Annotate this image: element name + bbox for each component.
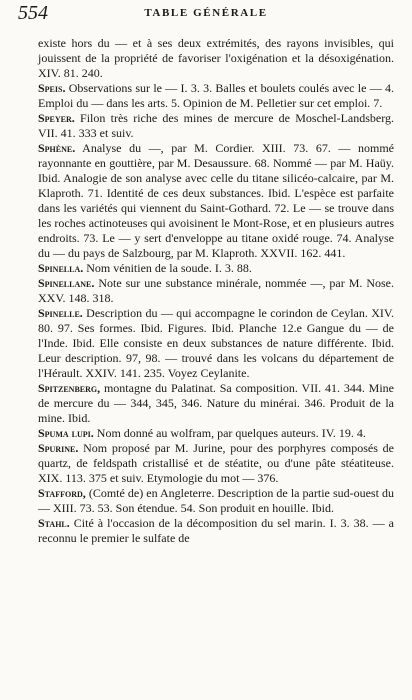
entry-text: Nom proposé par M. Jurine, pour des porphyres composés de quartz, de feldspath cristallisé et de stéatite, ou d'une pâte stéatiteuse. XIX. 113. 375 et suiv. Etymologie du mot — 376. xyxy=(38,441,395,485)
index-entry xyxy=(38,111,394,141)
entry-text: Nom donné au wolfram, par quelques auteurs. IV. 19. 4. xyxy=(96,426,366,440)
entry-heading: Speyer. xyxy=(38,111,75,125)
entry-text: Observations sur le — I. 3. 3. Balles et boulets coulés avec le — 4. Emploi du — dans les arts. 5. Opinion de M. Pelletier sur cet emploi. 7. xyxy=(38,81,395,110)
index-entries xyxy=(38,36,394,546)
page-header xyxy=(0,0,412,28)
entry-heading: Spinella. xyxy=(38,261,84,275)
index-entry xyxy=(38,261,394,276)
entry-text: montagne du Palatinat. Sa composition. VII. 41. 344. Mine de mercure du — 344, 345, 346. Nature du minérai. 346. Produit de la mine. Ibid. xyxy=(38,381,394,425)
entry-heading: Spinellane. xyxy=(38,276,95,290)
entry-text: Analyse du —, par M. Cordier. XIII. 73. 67. — nommé rayonnante en gouttière, par M. Desaussure. 68. Nommé — par M. Haüy. Ibid. Analogie de son analyse avec celle du titane silicéo-calcaire, par M. Klaproth. 71. Identité de ces deux substances. Ibid. L'espèce est parfaite dans les variétés qui viennent du Saint-Gothard. 72. Le — se trouve dans les roches actinoteuses qui avoisinent le Mont-Rose, et en plusieurs autres endroits. 73. Le — y sert d'enveloppe au titane oxidé rouge. 74. Analyse du — du pays de Salzbourg, par M. Klaproth. XXVII. 162. 441. xyxy=(38,141,394,260)
index-entry xyxy=(38,36,394,81)
entry-text: Nom vénitien de la soude. I. 3. 88. xyxy=(86,261,252,275)
entry-text: (Comté de) en Angleterre. Description de la partie sud-ouest du — XIII. 73. 53. Son étendue. 54. Son produit en houille. Ibid. xyxy=(38,486,395,515)
index-entry xyxy=(38,81,394,111)
index-entry xyxy=(38,276,394,306)
entry-text: Note sur une substance minérale, nommée —, par M. Nose. XXV. 148. 318. xyxy=(38,276,395,305)
entry-heading: Spinelle. xyxy=(38,306,83,320)
index-entry xyxy=(38,381,394,426)
index-entry xyxy=(38,306,394,381)
index-entry xyxy=(38,516,394,546)
entry-text: Cité à l'occasion de la décomposition du sel marin. I. 3. 38. — a reconnu le premier le sulfate de xyxy=(38,516,395,545)
entry-heading: Spitzenberg, xyxy=(38,381,101,395)
entry-heading: Spuma lupi. xyxy=(38,426,94,440)
page-number: 554 xyxy=(18,2,48,24)
entry-text: existe hors du — et à ses deux extrémités, des rayons invisibles, qui jouissent de la propriété de favoriser l'oxigénation et la désoxigénation. XIV. 81. 240. xyxy=(38,36,394,80)
index-entry xyxy=(38,486,394,516)
entry-heading: Stafford, xyxy=(38,486,86,500)
index-entry xyxy=(38,426,394,441)
entry-heading: Sphène. xyxy=(38,141,76,155)
index-entry xyxy=(38,141,394,261)
entry-heading: Speis. xyxy=(38,81,66,95)
entry-heading: Spurine. xyxy=(38,441,79,455)
index-entry xyxy=(38,441,394,486)
entry-heading: Stahl. xyxy=(38,516,70,530)
entry-text: Description du — qui accompagne le corindon de Ceylan. XIV. 80. 97. Ses formes. Ibid. Figures. Ibid. Planche 12.e Gangue du — de l'Inde. Ibid. Elle consiste en deux substances de nature différente. Ibid. Leur description. 97, 98. — trouvé dans les volcans du département de l'Hérault. XXIV. 141. 235. Voyez Ceylanite. xyxy=(38,306,395,380)
entry-text: Filon très riche des mines de mercure de Moschel-Landsberg. VII. 41. 333 et suiv. xyxy=(38,111,394,140)
running-title: TABLE GÉNÉRALE xyxy=(144,7,268,19)
